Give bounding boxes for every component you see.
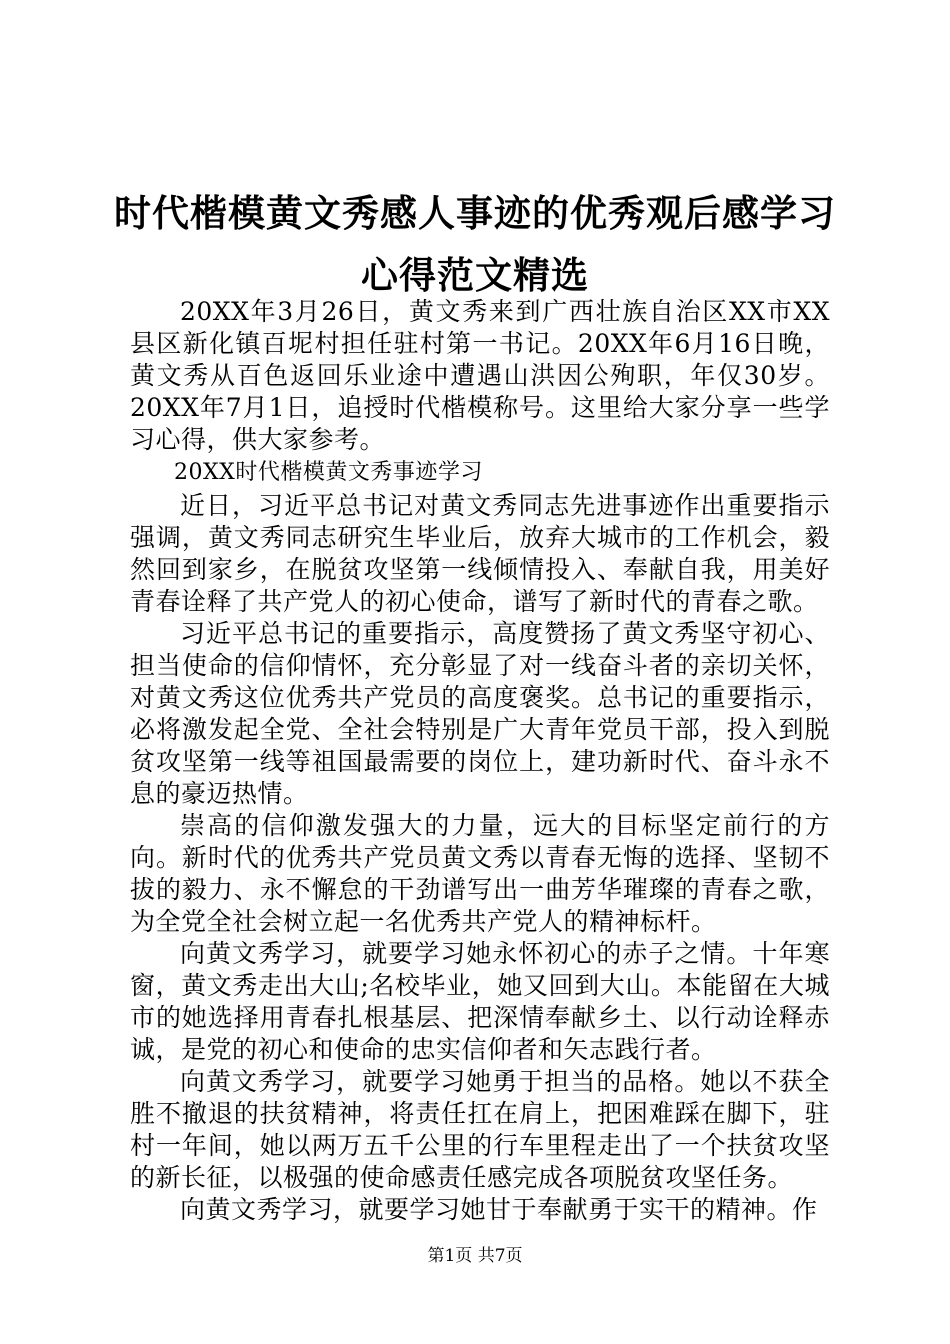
section-heading: 20XX时代楷模黄文秀事迹学习 bbox=[174, 460, 483, 485]
page-number-footer: 第1页 共7页 bbox=[427, 1246, 523, 1266]
paragraph: 近日，习近平总书记对黄文秀同志先进事迹作出重要指示强调，黄文秀同志研究生毕业后，放弃大城市的工作机会，毅然回到家乡，在脱贫攻坚第一线倾情投入、奉献自我，用美好青春诠释了共产党人的初心使命，谱写了新时代的青春之歌。 bbox=[130, 491, 830, 616]
paragraph: 习近平总书记的重要指示，高度赞扬了黄文秀坚守初心、担当使命的信仰情怀，充分彰显了对一线奋斗者的亲切关怀，对黄文秀这位优秀共产党员的高度褒奖。总书记的重要指示，必将激发起全党、全社会特别是广大青年党员干部，投入到脱贫攻坚第一线等祖国最需要的岗位上，建功新时代、奋斗永不息的豪迈热情。 bbox=[130, 619, 830, 808]
document-body bbox=[130, 296, 830, 1226]
paragraph: 向黄文秀学习，就要学习她永怀初心的赤子之情。十年寒窗，黄文秀走出大山;名校毕业，她又回到大山。本能留在大城市的她选择用青春扎根基层、把深情奉献乡土、以行动诠释赤诚，是党的初心和使命的忠实信仰者和矢志践行者。 bbox=[130, 939, 830, 1064]
paragraph: 崇高的信仰激发强大的力量，远大的目标坚定前行的方向。新时代的优秀共产党员黄文秀以青春无悔的选择、坚韧不拔的毅力、永不懈怠的干劲谱写出一曲芳华璀璨的青春之歌，为全党全社会树立起一名优秀共产党人的精神标杆。 bbox=[130, 811, 830, 936]
document-title: 时代楷模黄文秀感人事迹的优秀观后感学习心得范文精选 bbox=[114, 191, 836, 297]
paragraph-intro: 20XX年3月26日，黄文秀来到广西壮族自治区XX市XX县区新化镇百坭村担任驻村第一书记。20XX年6月16日晚，黄文秀从百色返回乐业途中遭遇山洪因公殉职，年仅30岁。20XX年7月1日，追授时代楷模称号。这里给大家分享一些学习心得，供大家参考。 bbox=[130, 297, 830, 454]
paragraph: 向黄文秀学习，就要学习她甘于奉献勇于实干的精神。作 bbox=[180, 1195, 818, 1224]
paragraph: 向黄文秀学习，就要学习她勇于担当的品格。她以不获全胜不撤退的扶贫精神，将责任扛在肩上，把困难踩在脚下，驻村一年间，她以两万五千公里的行车里程走出了一个扶贫攻坚的新长征，以极强的使命感责任感完成各项脱贫攻坚任务。 bbox=[130, 1067, 830, 1192]
